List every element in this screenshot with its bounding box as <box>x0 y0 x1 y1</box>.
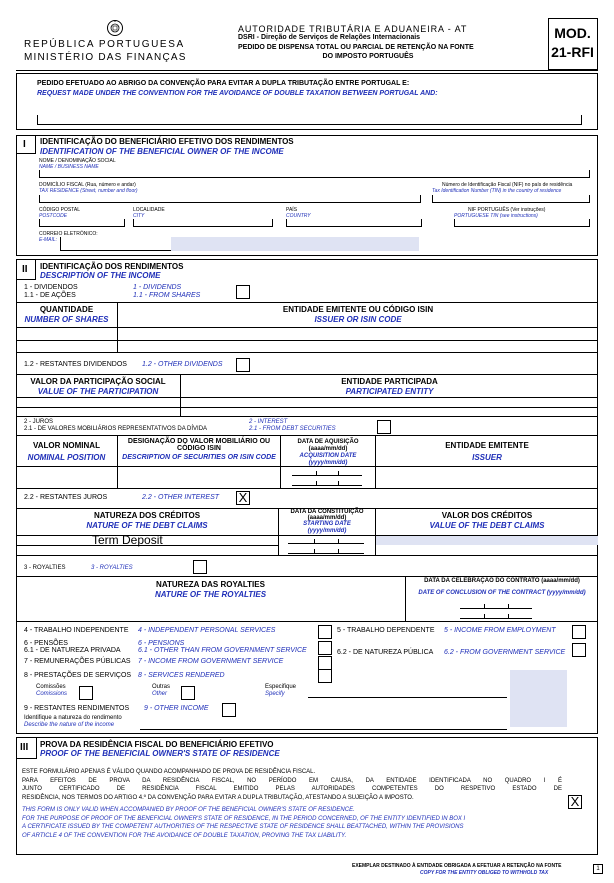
name-label-pt: NOME / DENOMINAÇÃO SOCIAL <box>39 158 116 164</box>
other-services-checkbox[interactable] <box>181 686 195 700</box>
quantity-header-pt: QUANTIDADE <box>39 305 94 314</box>
other-income-label-pt: 9 - RESTANTES RENDIMENTOS <box>24 705 130 712</box>
issuer-isin-header-en: ISSUER OR ISIN CODE <box>314 315 402 324</box>
section-1-number: I <box>23 139 26 150</box>
commissions-label-pt: Comissões <box>36 684 66 690</box>
nominal-header-pt: VALOR NOMINAL <box>33 441 100 450</box>
contract-date-header-en: DATE OF CONCLUSION OF THE CONTRACT (yyyy/mm/dd) <box>418 590 586 596</box>
request-label-pt: PEDIDO EFETUADO AO ABRIGO DA CONVENÇÃO PARA EVITAR A DUPLA TRIBUTAÇÃO ENTRE PORTUGAL E: <box>37 80 410 87</box>
model-badge-line2: 21-RFI <box>551 44 594 60</box>
public-pensions-label-en: 6.2 - FROM GOVERNMENT SERVICE <box>444 649 566 656</box>
email-label-en: E-MAIL: <box>39 237 58 243</box>
footer-copy-label-pt: EXEMPLAR DESTINADO À ENTIDADE OBRIGADA A EFETUAR A RETENÇÃO NA FONTE <box>352 863 562 869</box>
model-badge <box>548 18 598 70</box>
independent-services-label-en: 4 - INDEPENDENT PERSONAL SERVICES <box>138 627 276 634</box>
services-label-pt: 8 - PRESTAÇÕES DE SERVIÇOS <box>24 672 132 679</box>
starting-date-header-en: STARTING DATE <box>303 521 351 527</box>
acquisition-date-header-pt: DATA DE AQUISIÇÃO <box>297 439 359 445</box>
participation-value-header-en: VALUE OF THE PARTICIPATION <box>37 387 159 396</box>
postcode-label-en: POSTCODE <box>39 213 68 219</box>
acquisition-date-field[interactable] <box>292 469 362 486</box>
private-pensions-label-en: 6.1 - OTHER THAN FROM GOVERNMENT SERVICE <box>138 647 307 654</box>
dividends-shares-checkbox[interactable] <box>236 285 250 299</box>
postcode-field[interactable] <box>39 219 125 227</box>
security-description-header-en: DESCRIPTION OF SECURITIES OR ISIN CODE <box>122 454 276 461</box>
service-label: DSRI - Direção de Serviços de Relações Internacionais <box>238 34 421 41</box>
government-income-label-en: 7 - INCOME FROM GOVERNMENT SERVICE <box>138 658 284 665</box>
debt-nature-header-en: NATURE OF THE DEBT CLAIMS <box>86 521 208 530</box>
other-interest-label-pt: 2.2 - RESTANTES JUROS <box>24 494 108 501</box>
starting-date-format-en: (yyyy/mm/dd) <box>307 528 347 534</box>
services-checkbox[interactable] <box>318 669 332 683</box>
other-income-description-field[interactable] <box>140 722 507 730</box>
security-description-header-pt: DESIGNAÇÃO DO VALOR MOBILIÁRIO OU CÓDIGO ISIN <box>127 438 271 452</box>
specify-field[interactable] <box>308 690 507 698</box>
tin-label-en: Tax Identification Number (TIN) in the country of residence <box>432 188 562 194</box>
tin-label-pt: Número de Identificação Fiscal (NIF) no país de residência <box>442 182 573 188</box>
private-pensions-label-pt: 6.1 - DE NATUREZA PRIVADA <box>24 647 121 654</box>
residence-proof-line1-pt: ESTE FORMULÁRIO APENAS É VÁLIDO QUANDO ACOMPANHADO DE PROVA DE RESIDÊNCIA FISCAL. <box>22 769 316 775</box>
dividends-label-en: 1 - DIVIDENDS <box>133 284 182 291</box>
section-3-title-en: PROOF OF THE BENEFICIAL OWNER'S STATE OF RESIDENCE <box>40 749 280 758</box>
royalties-label-pt: 3 - ROYALTIES <box>24 565 66 571</box>
residence-proof-line4-en: OF ARTICLE 4 OF THE CONVENTION FOR THE AVOIDANCE OF DOUBLE TAXATION, PROVING THE TAX LIABILITY. <box>22 832 347 839</box>
employment-label-pt: 5 - TRABALHO DEPENDENTE <box>337 627 435 634</box>
authority-label: AUTORIDADE TRIBUTÁRIA E ADUANEIRA - AT <box>238 24 468 34</box>
issuer-isin-header-pt: ENTIDADE EMITENTE OU CÓDIGO ISIN <box>282 305 434 314</box>
page-number: 1 <box>593 864 603 874</box>
section-1-title-pt: IDENTIFICAÇÃO DO BENEFICIÁRIO EFETIVO DOS RENDIMENTOS <box>40 137 294 146</box>
country-label-pt: PAÍS <box>286 207 298 213</box>
debt-nature-header-pt: NATUREZA DOS CRÉDITOS <box>93 511 201 520</box>
other-income-checkbox[interactable] <box>222 703 236 717</box>
residence-proof-line3-pt: JUNTO CERTIFICADO DE RESIDÊNCIA FISCAL EMITIDO PELAS AUTORIDADES COMPETENTES DO RESPETIVO ESTADO DE <box>22 786 562 792</box>
private-pensions-checkbox[interactable] <box>318 641 332 655</box>
section-1-title-en: IDENTIFICATION OF THE BENEFICIAL OWNER OF THE INCOME <box>40 147 284 156</box>
form-title-line2: DO IMPOSTO PORTUGUÊS <box>322 53 414 60</box>
acquisition-date-format-pt: (aaaa/mm/dd) <box>308 446 348 452</box>
royalties-nature-header-pt: NATUREZA DAS ROYALTIES <box>156 580 265 589</box>
email-label-pt: CORREIO ELETRÓNICO: <box>39 231 98 237</box>
other-dividends-label-pt: 1.2 - RESTANTES DIVIDENDOS <box>24 361 127 368</box>
other-services-label-pt: Outras <box>152 684 171 690</box>
name-label-en: NAME / BUSINESS NAME <box>39 164 99 170</box>
section-3-title-pt: PROVA DA RESIDÊNCIA FISCAL DO BENEFICIÁRIO EFETIVO <box>40 740 274 749</box>
residence-proof-line2-pt: PARA EFEITOS DE PROVA DA RESIDÊNCIA FISCAL, NO PERÍODO EM CAUSA, DA ENTIDADE IDENTIFICADA NO QUADRO I É <box>22 777 562 784</box>
form-title-line1: PEDIDO DE DISPENSA TOTAL OU PARCIAL DE RETENÇÃO NA FONTE <box>238 44 474 51</box>
participated-entity-header-en: PARTICIPATED ENTITY <box>345 387 434 396</box>
government-income-label-pt: 7 - REMUNERAÇÕES PÚBLICAS <box>24 658 131 665</box>
services-attachment-highlight <box>510 670 567 727</box>
debt-value-header-pt: VALOR DOS CRÉDITOS <box>441 511 533 520</box>
interest-debt-checkbox[interactable] <box>377 420 391 434</box>
section-2-title-pt: IDENTIFICAÇÃO DOS RENDIMENTOS <box>40 262 184 271</box>
city-label-pt: LOCALIDADE <box>133 207 165 213</box>
specify-label-pt: Especifique <box>265 684 297 690</box>
nif-label-en: PORTUGUESE TIN (see instructions) <box>454 213 538 219</box>
quantity-header-en: NUMBER OF SHARES <box>24 315 109 324</box>
public-pensions-label-pt: 6.2 - DE NATUREZA PÚBLICA <box>337 649 434 656</box>
residence-proof-checkbox[interactable]: X <box>568 795 582 809</box>
interest-label-pt: 2 - JUROS <box>24 419 54 425</box>
residence-proof-line4-pt: RESIDÊNCIA, NOS TERMOS DO ARTIGO 4.º DA CONVENÇÃO PARA EVITAR A DUPLA TRIBUTAÇÃO, ATESTANDO A SUJEIÇÃO A IMPOSTO. <box>22 794 414 801</box>
services-label-en: 8 - SERVICES RENDERED <box>138 672 225 679</box>
royalties-nature-header-en: NATURE OF THE ROYALTIES <box>154 590 267 599</box>
residence-proof-line3-en: A CERTIFICATE ISSUED BY THE COMPETENT AUTHORITIES OF THE RESPECTIVE STATE OF RESIDENCE SHALL BEATTACHED, WITHIN THE PROVISIONS <box>22 824 464 830</box>
pensions-label-pt: 6 - PENSÕES <box>24 640 68 647</box>
footer-copy-label-en: COPY FOR THE ENTITY OBLIGED TO WITHHOLD TAX <box>420 870 549 876</box>
commissions-label-en: Comissions <box>36 691 68 697</box>
starting-date-header-pt: DATA DA CONSTITUIÇÃO <box>290 509 364 515</box>
republic-label: REPÚBLICA PORTUGUESA <box>24 39 185 50</box>
residence-proof-line1-en: THIS FORM IS ONLY VALID WHEN ACCOMPANIED BY PROOF OF THE BENEFICIAL OWNER'S STATE OF RESIDENCE. <box>22 807 355 813</box>
domicile-label-en: TAX RESIDENCE (Street, number and floor) <box>39 188 138 194</box>
starting-date-field[interactable] <box>288 537 364 554</box>
other-interest-checkbox[interactable]: X <box>236 491 250 505</box>
acquisition-date-format-en: (yyyy/mm/dd) <box>308 460 348 466</box>
royalties-checkbox[interactable] <box>193 560 207 574</box>
other-income-identify-pt: Identifique a natureza do rendimento <box>24 715 122 721</box>
other-income-label-en: 9 - OTHER INCOME <box>144 705 209 712</box>
debt-value-header-en: VALUE OF THE DEBT CLAIMS <box>429 521 545 530</box>
residence-proof-text-en <box>22 806 562 840</box>
employment-checkbox[interactable] <box>572 625 586 639</box>
name-field[interactable] <box>39 170 590 178</box>
debt-nature-value[interactable]: Term Deposit <box>92 533 163 547</box>
nominal-header-en: NOMINAL POSITION <box>27 453 106 462</box>
contract-date-header-pt: DATA DA CELEBRAÇÃO DO CONTRATO (aaaa/mm/dd) <box>424 578 580 584</box>
interest-debt-label-pt: 2.1 - DE VALORES MOBILIÁRIOS REPRESENTATIVOS DA DÍVIDA <box>24 426 208 432</box>
pensions-label-en: 6 - PENSIONS <box>138 640 185 647</box>
country-field[interactable] <box>286 219 422 227</box>
coat-of-arms-emblem <box>106 19 124 37</box>
dividends-label-pt: 1 - DIVIDENDOS <box>24 284 78 291</box>
debt-value-field-highlight[interactable] <box>376 536 598 545</box>
section-2-number: II <box>22 264 28 275</box>
city-field[interactable] <box>133 219 273 227</box>
other-dividends-label-en: 1.2 - OTHER DIVIDENDS <box>142 361 223 368</box>
commissions-checkbox[interactable] <box>79 686 93 700</box>
independent-services-label-pt: 4 - TRABALHO INDEPENDENTE <box>24 627 129 634</box>
interest-debt-label-en: 2.1 - FROM DEBT SECURITIES <box>249 426 336 432</box>
employment-label-en: 5 - INCOME FROM EMPLOYMENT <box>444 627 556 634</box>
participation-value-header-pt: VALOR DA PARTICIPAÇÃO SOCIAL <box>30 377 166 386</box>
dividends-shares-label-pt: 1.1 - DE AÇÕES <box>24 292 76 299</box>
acquisition-date-header-en: ACQUISITION DATE <box>299 453 357 459</box>
section-3-number: III <box>20 742 29 753</box>
interest-label-en: 2 - INTEREST <box>249 419 288 425</box>
royalties-label-en: 3 - ROYALTIES <box>91 565 133 571</box>
model-badge-line1: MOD. <box>554 25 591 41</box>
issuer-header-pt: ENTIDADE EMITENTE <box>445 441 529 450</box>
starting-date-format-pt: (aaaa/mm/dd) <box>307 515 347 521</box>
postcode-label-pt: CÓDIGO POSTAL <box>39 207 81 213</box>
country-label-en: COUNTRY <box>286 213 311 219</box>
participated-entity-header-pt: ENTIDADE PARTICIPADA <box>341 377 438 386</box>
request-country-field[interactable] <box>37 115 582 125</box>
request-label-en: REQUEST MADE UNDER THE CONVENTION FOR THE AVOIDANCE OF DOUBLE TAXATION BETWEEN PORTUGAL AND: <box>37 90 438 97</box>
section-2-title-en: DESCRIPTION OF THE INCOME <box>40 271 161 280</box>
issuer-header-en: ISSUER <box>472 453 502 462</box>
nif-label-pt: NIF PORTUGUÊS (Ver instruções) <box>468 207 546 213</box>
dividends-shares-label-en: 1.1 - FROM SHARES <box>133 292 201 299</box>
residence-proof-text-pt <box>22 768 562 802</box>
public-pensions-checkbox[interactable] <box>572 643 586 657</box>
domicile-field[interactable] <box>39 195 421 203</box>
specify-label-en: Specify <box>265 691 285 697</box>
residence-proof-line2-en: FOR THE PURPOSE OF PROOF OF THE BENEFICIAL OWNER'S STATE OF RESIDENCE, IN THE PERIOD CONCERNED, OF THE ENTITY IDENTIFIED IN BOX I <box>22 815 466 822</box>
city-label-en: CITY <box>133 213 145 219</box>
other-services-label-en: Other <box>152 691 168 697</box>
other-income-identify-en: Describe the nature of the income <box>24 722 115 728</box>
domicile-label-pt: DOMICÍLIO FISCAL (Rua, número e andar) <box>39 182 136 188</box>
nif-field[interactable] <box>454 219 590 227</box>
other-dividends-checkbox[interactable] <box>236 358 250 372</box>
independent-services-checkbox[interactable] <box>318 625 332 639</box>
other-interest-label-en: 2.2 - OTHER INTEREST <box>142 494 220 501</box>
ministry-label: MINISTÉRIO DAS FINANÇAS <box>24 52 187 63</box>
government-income-checkbox[interactable] <box>318 656 332 670</box>
email-field-highlight <box>171 237 419 251</box>
tin-field[interactable] <box>432 195 590 203</box>
contract-date-field[interactable] <box>460 601 532 619</box>
